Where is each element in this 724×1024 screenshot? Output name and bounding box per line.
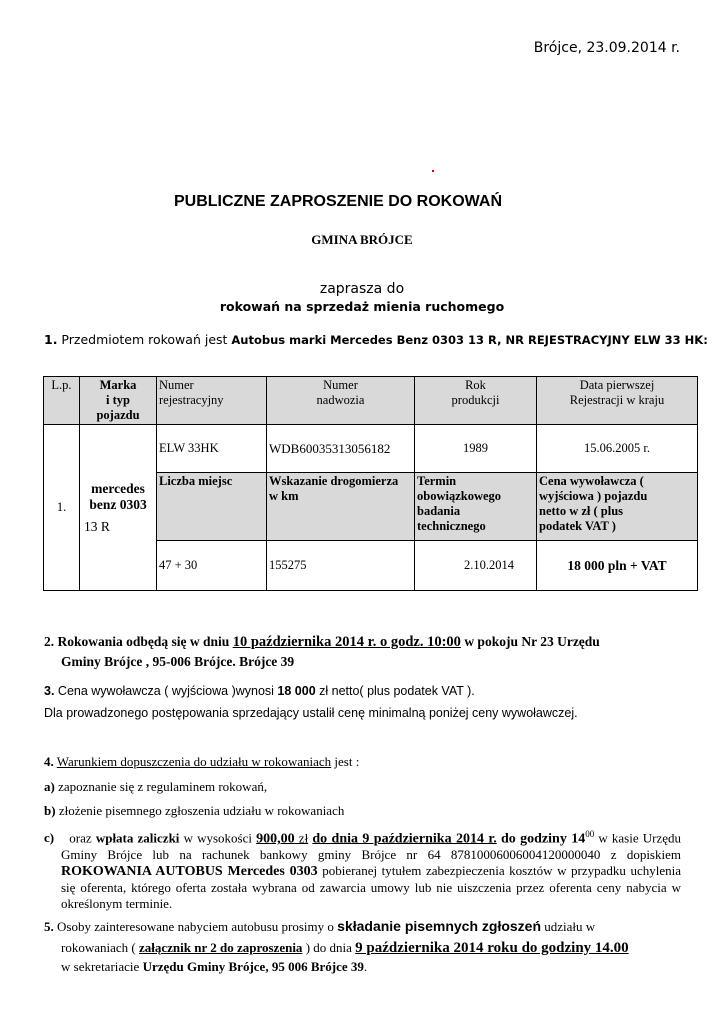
- cell-miejsc: 47 + 30: [157, 541, 267, 591]
- item-1-vehicle: Autobus marki Mercedes Benz 0303 13 R, NR REJESTRACYJNY ELW 33 HK:: [231, 333, 708, 347]
- subheader-cena: Cena wywoławcza ( wyjściowa ) pojazdu netto w zł ( plus podatek VAT ): [537, 473, 698, 541]
- condition-c: oraz wpłata zaliczki w wysokości 900,00 zł do dnia 9 października 2014 r. do godziny $14^{00}$ w kasie Urzędu Gminy Brójce lub na rachunek bankowy gminy Brójce nr 64 87810006006004120000040 z dopiskiem ROKOWANIA AUTOBUS Mercedes 0303 pobieranej tytułem zabezpieczenia kosztów w przypadku uchylenia się oferenta, którego oferta została wybrana od zawarcia umowy lub nie uiszczenia przez oferenta ceny nabycia w określonym terminie.: [61, 829, 682, 912]
- paragraph-3-line-2: Dla prowadzonego postępowania sprzedający ustalił cenę minimalną poniżej ceny wywoławczej.: [44, 706, 578, 720]
- paragraph-5-line-2: rokowaniach ( załącznik nr 2 do zaproszenia ) do dnia 9 października 2014 roku do godziny 14.00: [61, 940, 629, 956]
- header-marka: Marka i typ pojazdu: [80, 377, 157, 425]
- paragraph-4: 4. Warunkiem dopuszczenia do udziału w rokowaniach jest :: [44, 754, 360, 769]
- header-numer-rej: Numer rejestracyjny: [157, 377, 267, 425]
- subheader-drogomierz: Wskazanie drogomierza w km: [267, 473, 415, 541]
- item-1: [44, 332, 708, 347]
- item-1-text: Przedmiotem rokowań jest: [57, 332, 232, 347]
- issuer-name: GMINA BRÓJCE: [311, 232, 413, 247]
- document-date: Brójce, 23.09.2014 r.: [533, 40, 680, 56]
- cell-drogomierz: 155275: [267, 541, 415, 591]
- condition-a: a) zapoznanie się z regulaminem rokowań,: [44, 779, 268, 794]
- cell-lp: 1.: [44, 425, 80, 591]
- red-mark: [432, 170, 434, 172]
- table-header-row: [44, 377, 698, 425]
- cell-cena: 18 000 pln + VAT: [537, 541, 698, 591]
- cell-numer-nadw: WDB60035313056182: [267, 425, 415, 473]
- document-title: PUBLICZNE ZAPROSZENIE DO ROKOWAŃ: [173, 193, 502, 210]
- cell-marka: mercedes benz 0303 13 R: [80, 425, 157, 591]
- table-row: [44, 425, 698, 473]
- header-rok: Rok produkcji: [415, 377, 537, 425]
- cell-rok: 1989: [415, 425, 537, 473]
- subject-line: rokowań na sprzedaż mienia ruchomego: [219, 299, 505, 314]
- vehicle-table: [43, 376, 698, 591]
- cell-termin: 2.10.2014: [415, 541, 537, 591]
- subheader-miejsc: Liczba miejsc: [157, 473, 267, 541]
- paragraph-3: 3. Cena wywoławcza ( wyjściowa )wynosi 18 000 zł netto( plus podatek VAT ).: [44, 684, 475, 698]
- cell-data: 15.06.2005 r.: [537, 425, 698, 473]
- cell-numer-rej: ELW 33HK: [157, 425, 267, 473]
- paragraph-5-line-3: w sekretariacie Urzędu Gminy Brójce, 95 006 Brójce 39.: [61, 959, 368, 974]
- subheader-termin: Termin obowiązkowego badania technicznego: [415, 473, 537, 541]
- condition-b: b) złożenie pisemnego zgłoszenia udziału w rokowaniach: [44, 803, 345, 818]
- paragraph-5: 5. Osoby zainteresowane nabyciem autobusu prosimy o składanie pisemnych zgłoszeń udziału w: [44, 918, 596, 934]
- paragraph-2-line-2: Gminy Brójce , 95-006 Brójce. Brójce 39: [61, 654, 295, 669]
- header-lp: L.p.: [44, 377, 80, 425]
- paragraph-2: 2. Rokowania odbędą się w dniu 10 października 2014 r. o godz. 10:00 w pokoju Nr 23 Urzędu: [44, 634, 600, 650]
- header-data: Data pierwszej Rejestracji w kraju: [537, 377, 698, 425]
- header-numer-nadw: Numer nadwozia: [267, 377, 415, 425]
- invites-line: zaprasza do: [319, 281, 405, 297]
- item-1-number: 1.: [44, 332, 58, 347]
- condition-c-label: c): [44, 830, 55, 845]
